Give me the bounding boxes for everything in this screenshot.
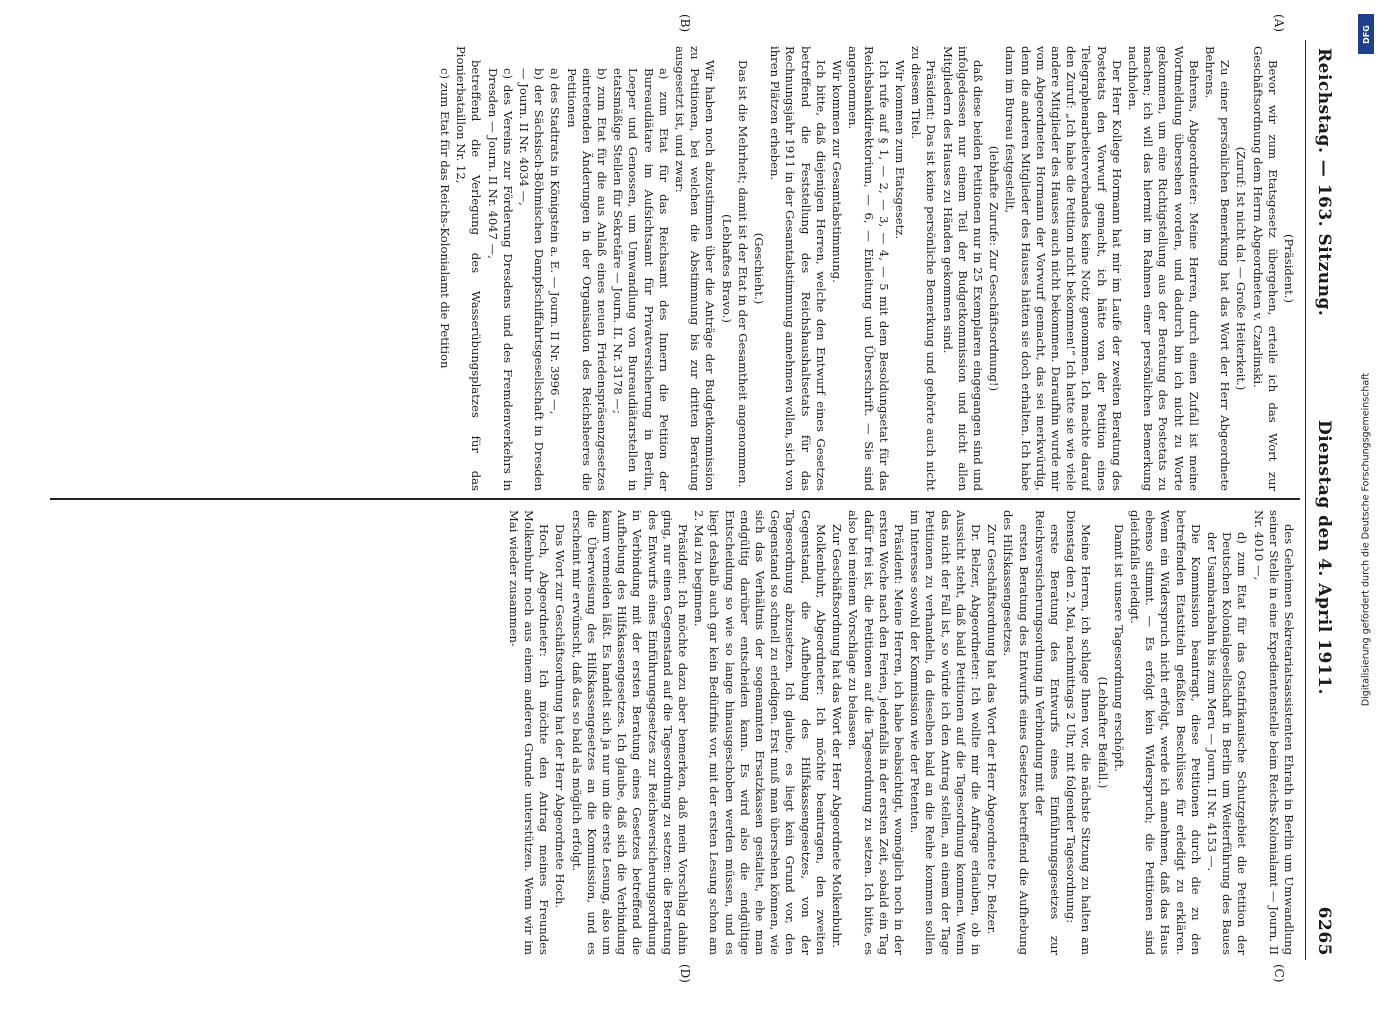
paragraph: (Lebhaftes Bravo.): [719, 214, 734, 323]
left-column: [56, 46, 1296, 491]
paragraph: ersten Beratung des Entwurfs eines Gesetzes betreffend die Aufhebung des Hilfskassengesetzes.: [1001, 510, 1031, 955]
paragraph: Wir haben noch abzustimmen über die Anträge der Budgetkommission zu Petitionen, bei welchen die Abstimmung bis zur dritten Beratung ausgesetzt ist, und zwar:: [673, 46, 718, 491]
paragraph: erste Beratung des Entwurfs eines Einführungsgesetzes zur Reichsversicherungsordnung in Verbindung mit der: [1032, 510, 1062, 955]
credit-text: Digitalisierung gefördert durch die Deutsche Forschungsgemeinschaft: [1360, 372, 1372, 707]
document-page: [40, 14, 1340, 983]
paragraph: Damit ist unsere Tagesordnung erschöpft.: [1111, 524, 1126, 772]
paragraph: (lebhafte Zurufe: Zur Geschäftsordnung!): [987, 145, 1002, 392]
margin-mark-c: (C): [1272, 964, 1286, 983]
paragraph: Ich bitte, daß diejenigen Herren, welche den Entwurf eines Gesetzes betreffend die Feststellung des Reichshaushaltsetats für das Rechnungsjahr 1911 in der Gesamtabstimmung annehmen wollen, sich von ihren Plätzen erheben.: [768, 46, 828, 491]
margin-mark-a: (A): [1272, 14, 1286, 33]
paragraph: a) des Stadtrats in Königstein a. E. — Journ. II Nr. 3996 —,: [548, 68, 563, 415]
header-date: Dienstag den 4. April 1911.: [1314, 420, 1334, 695]
paragraph: Präsident: Ich möchte dazu aber bemerken, daß mein Vorschlag dahin ging, nur einen Gegenstand auf die Tagesordnung zu setzen: die Beratung des Entwurfs eines Einführungsgesetzes zur Reichsversicherungsordnung in Verbindung mit der ersten Beratung eines Gesetzes betreffend die Aufhebung des Hilfskassengesetzes. Ich glaube, daß sich die Verbindung kaum vermeiden läßt. Es handelt sich ja nur um die erste Lesung, also um die Überweisung des Hilfskassengesetzes an die Kommission, und es erscheint mir erwünscht, daß das so bald als möglich erfolgt.: [569, 510, 691, 955]
paragraph: Präsident: Das ist keine persönliche Bemerkung und gehörte auch nicht zu diesem Titel.: [909, 46, 939, 491]
margin-mark-d: (D): [678, 964, 692, 983]
paragraph: betreffend die Verlegung des Wasserübungsplatzes für das Pionierbataillon Nr. 12,: [454, 46, 484, 491]
paragraph: daß diese beiden Petitionen nur in 25 Exemplaren eingegangen sind und infolgedessen nur einem Teil der Budgetkommission und nicht allen Mitgliedern des Hauses zu Händen gekommen sind.: [940, 46, 985, 491]
page-number: 6265: [1314, 906, 1334, 956]
margin-mark-b: (B): [678, 14, 692, 33]
paragraph: c) des Vereins zur Förderung Dresdens und des Fremdenverkehrs in Dresden — Journ. II Nr. 4047 —,: [485, 68, 515, 491]
paragraph: Bevor wir zum Etatsgesetz übergehen, erteile ich das Wort zur Geschäftsordnung dem Herrn Abgeordneten v. Czarlinski.: [1250, 46, 1280, 491]
paragraph: Zur Geschäftsordnung hat das Wort der Herr Abgeordnete Molkenbuhr.: [830, 524, 845, 948]
right-column: [56, 510, 1296, 955]
page-header: [1305, 40, 1340, 960]
paragraph: Dr. Belzer, Abgeordneter: Ich wollte mir die Anfrage erlauben, ob in Aussicht steht, daß bald Petitionen auf die Tagesordnung kommen. Wenn das nicht der Fall ist, so würde ich den Antrag stellen, an einem der Tage Petitionen zu verhandeln, da dieselben bald an die Reihe kommen sollen im Interesse sowohl der Kommission wie der Petenten.: [908, 510, 983, 955]
paragraph: b) zum Etat für die aus Anlaß eines neuen Friedenspräsenzgesetzes eintretenden Änderungen in der Organisation des Reichsheeres die Petitionen: [564, 68, 610, 491]
paragraph: des Geheimen Sekretariatsassistenten Ehrath in Berlin um Umwandlung seiner Stelle in eine Expedientenstelle beim Reichs-Kolonialamt — Journ. II Nr. 4010 —,: [1251, 510, 1296, 955]
paragraph: Das ist die Mehrheit; damit ist der Etat in der Gesamtheit angenommen.: [735, 60, 750, 488]
paragraph: (Geschieht.): [752, 232, 767, 305]
paragraph: (Zuruf: Ist nicht da! — Große Heiterkeit.): [1234, 146, 1249, 391]
digitization-credit: [1356, 14, 1378, 989]
paragraph: Der Herr Kollege Hormann hat mir im Laufe der zweiten Beratung des Postetats den Vorwurf gemacht, ich hätte von der Petition eines Telegraphenarbeiterverbandes keine Notiz genommen. Ich machte darauf den Zuruf: „Ich habe die Petition nicht bekommen!“ Ich hatte sie wie viele andere Mitglieder des Hauses auch nicht bekommen. Daraufhin wurde mir vom Abgeordneten Hormann der Vorwurf gemacht, das sei merkwürdig, denn die anderen Mitglieder des Hauses hätten sie doch erhalten. Ich habe dann im Bureau festgestellt,: [1003, 46, 1124, 491]
dfg-logo: [1358, 14, 1374, 54]
paragraph: Hoch, Abgeordneter: Ich möchte den Antrag meines Freundes Molkenbuhr noch aus einem anderen Grunde unterstützen. Wenn wir im Mai wieder zusammen-: [506, 510, 552, 955]
paragraph: Zur Geschäftsordnung hat das Wort der Herr Abgeordnete Dr. Belzer.: [985, 524, 1000, 935]
paragraph: Das Wort zur Geschäftsordnung hat der Herr Abgeordnete Hoch.: [553, 524, 568, 909]
paragraph: c) zum Etat für das Reichs-Kolonialamt die Petition: [438, 68, 453, 369]
paragraph: Die Kommission beantragt, diese Petitionen durch die zu den betreffenden Etatstiteln gefaßten Beschlüsse für erledigt zu erklären. Wenn ein Widerspruch nicht erfolgt, werde ich annehmen, daß das Haus ebenso stimmt. — Es erfolgt kein Widerspruch; die Petitionen sind gleichfalls erledigt.: [1127, 510, 1203, 955]
paragraph: d) zum Etat für das Ostafrikanische Schutzgebiet die Petition der Deutschen Kolonialgesellschaft in Berlin um Weiterführung des Baues der Usambarabahn bis zum Meru — Journ. II Nr. 4153 —.: [1204, 532, 1250, 955]
paragraph: Behrens, Abgeordneter: Meine Herren, durch einen Zufall ist meine Wortmeldung übersehen worden, und dadurch bin ich nicht zu Worte gekommen, um eine Richtigstellung aus der Beratung des Postetats zu machen; ich will das hiermit im Rahmen einer persönlichen Bemerkung nachholen.: [1125, 46, 1201, 491]
paragraph: Wir kommen zum Etatsgesetz.: [892, 60, 907, 240]
paragraph: (Lebhafter Beifall.): [1095, 676, 1110, 789]
header-session: Reichstag. — 163. Sitzung.: [1314, 48, 1334, 317]
column-divider: [50, 498, 1300, 500]
paragraph: Wir kommen zur Gesamtabstimmung.: [830, 60, 845, 283]
paragraph: b) der Sächsisch-Böhmischen Dampfschiffahrtsgesellschaft in Dresden — Journ. II Nr. 4034 —,: [517, 68, 547, 491]
dfg-logo-text: DFG: [1361, 24, 1371, 44]
paragraph: Zu einer persönlichen Bemerkung hat das Wort der Herr Abgeordnete Behrens.: [1202, 46, 1233, 491]
paragraph: (Präsident.): [1282, 233, 1296, 304]
paragraph: Präsident: Meine Herren, ich habe beabsichtigt, womöglich noch in der ersten Woche nach den Ferien, jedenfalls in der ersten Zeit, sobald ein Tag dafür frei ist, die Petitionen auf die Tagesordnung zu setzen. Ich bitte, es also bei meinem Vorschlage zu belassen.: [846, 510, 906, 955]
paragraph: Ich rufe auf § 1, — 2, — 3, — 4, — 5 mit dem Besoldungsetat für das Reichsbankdirektorium, — 6, — Einleitung und Überschrift. — Sie sind angenommen.: [846, 46, 891, 491]
paragraph: a) zum Etat für das Reichsamt des Innern die Petition der Bureaudiätare im Aufsichtsamt für Privatversicherung in Berlin, Loeper und Genossen, um Umwandlung von Bureaudiätarstellen in etatsmäßige Stellen für Sekretäre — Journ. II. Nr. 3178 —;: [611, 68, 671, 491]
paragraph: Meine Herren, ich schlage Ihnen vor, die nächste Sitzung zu halten am Dienstag den 2. Mai, nachmittags 2 Uhr, mit folgender Tagesordnung:: [1064, 510, 1094, 955]
paragraph: Molkenbuhr, Abgeordneter: Ich möchte beantragen, den zweiten Gegenstand, die Aufhebung des Hilfskassengesetzes, von der Tagesordnung abzusetzen. Ich glaube, es liegt kein Grund vor, den Gegenstand so schnell zu erledigen. Erst muß man übersehen können, wie sich das Verhältnis der sogenannten Ersatzkassen gestaltet, ehe man endgültig darüber entscheiden kann. Es wird also die endgültige Entscheidung so wie so lange hinausgeschoben werden müssen, und es liegt deshalb auch gar kein Bedürfnis vor, mit der ersten Lesung schon am 2. Mai zu beginnen.: [692, 510, 828, 955]
